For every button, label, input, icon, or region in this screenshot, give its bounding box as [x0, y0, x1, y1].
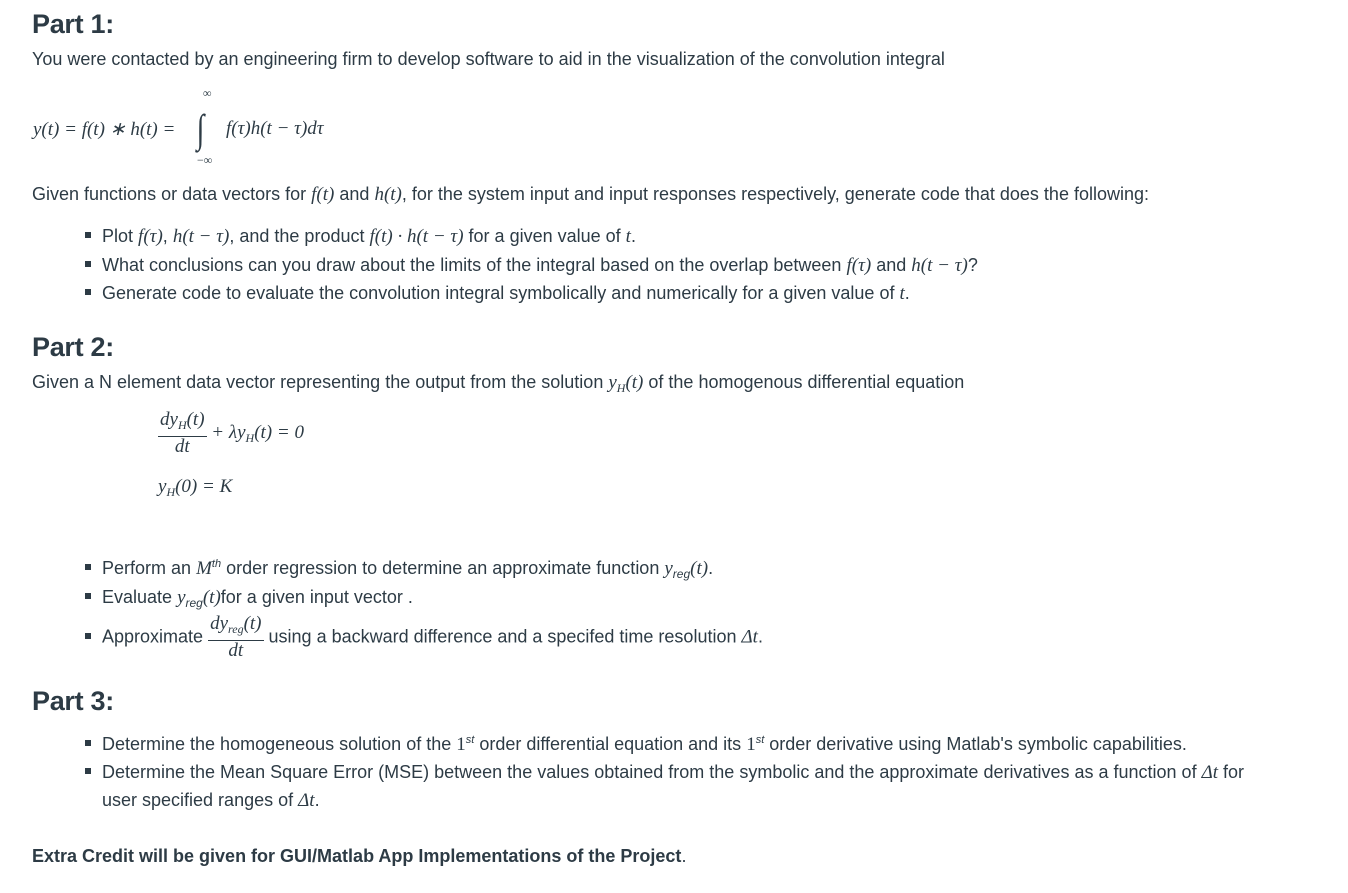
bullet-icon — [85, 593, 91, 599]
list-item: Plot f(τ), h(t − τ), and the product f(t) · h(t − τ) for a given value of t. — [85, 226, 636, 248]
equation-integrand: f(τ)h(t − τ)dτ — [226, 118, 324, 139]
bullet-icon — [85, 768, 91, 774]
initial-condition: $y_H(0) = K$ — [158, 476, 233, 499]
bullet-icon — [85, 564, 91, 570]
extra-credit-note: Extra Credit will be given for GUI/Matlab App Implementations of the Project. — [32, 846, 687, 866]
list-item: Generate code to evaluate the convolution integral symbolically and numerically for a given value of t. — [85, 283, 910, 305]
integral-upper-limit: ∞ — [203, 86, 212, 100]
differential-equation: $\frac{dy_H(t)}{dt}$ + $\lambda y_H(t) = 0$ — [160, 409, 304, 457]
part2-heading: Part 2: — [32, 332, 114, 362]
bullet-icon — [85, 232, 91, 238]
integral-sign: ∫ — [196, 106, 205, 151]
part1-given: Given functions or data vectors for f(t) and h(t), for the system input and input responses respectively, generate code that does the following: — [32, 184, 1149, 205]
list-item: Determine the homogeneous solution of the 1st order differential equation and its 1st order derivative using Matlab's symbolic capabilities. — [85, 734, 1187, 756]
bullet-icon — [85, 633, 91, 639]
equation-lhs: y(t) = f(t) ∗ h(t) = — [33, 119, 176, 140]
part2-intro: Given a N element data vector representing the output from the solution $y_H(t)$ of the homogenous differential equation — [32, 372, 965, 395]
part1-intro: You were contacted by an engineering firm to develop software to aid in the visualization of the convolution integral — [32, 49, 945, 69]
list-item-continuation: user specified ranges of Δt. — [102, 790, 320, 811]
integral-lower-limit: −∞ — [197, 153, 213, 167]
bullet-icon — [85, 740, 91, 746]
list-item: What conclusions can you draw about the limits of the integral based on the overlap between f(τ) and h(t − τ)? — [85, 255, 978, 277]
list-item: Evaluate $y_{reg}(t)for$ a given input vector . — [85, 587, 413, 610]
list-item: Determine the Mean Square Error (MSE) between the values obtained from the symbolic and the approximate derivatives as a function of Δt for — [85, 762, 1244, 784]
bullet-icon — [85, 289, 91, 295]
part3-heading: Part 3: — [32, 686, 114, 716]
list-item: Perform an Mth order regression to determine an approximate function $y_{reg}(t)$. — [85, 558, 713, 581]
bullet-icon — [85, 261, 91, 267]
list-item: Approximate $\frac{dy_{reg}(t)}{dt}$ using a backward difference and a specifed time resolution Δt. — [85, 614, 763, 661]
part1-heading: Part 1: — [32, 9, 114, 39]
